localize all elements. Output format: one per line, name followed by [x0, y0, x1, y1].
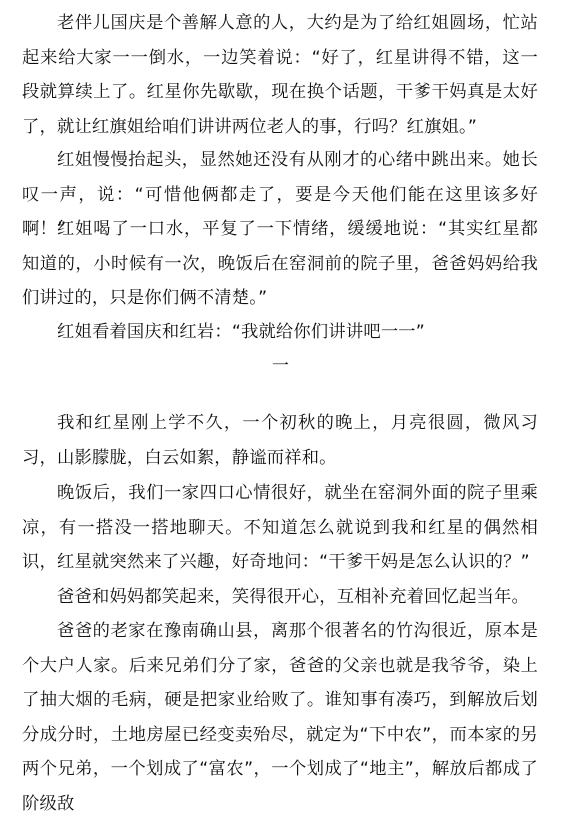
paragraph: 红姐喝了一口水，平复了一下情绪，缓缓地说：“其实红星都知道的，小时候有一次，晚饭后在窑洞前的院子里，爸爸妈妈给我们讲过的，只是你们俩不清楚。”: [22, 219, 538, 308]
section-number: 一: [272, 356, 289, 376]
paragraph: 红姐看着国庆和红岩：“我就给你们讲讲吧一一”: [57, 322, 425, 342]
paragraph: 晚饭后，我们一家四口心情很好，就坐在窑洞外面的院子里乘凉，有一搭没一搭地聊天。不知道怎么就说到我和红星的偶然相识，红星就突然来了兴趣，好奇地问：“干爹干妈是怎么认识的？”: [22, 483, 538, 572]
paragraph: 爸爸和妈妈都笑起来，笑得很开心，互相补充着回忆起当年。: [57, 587, 529, 607]
paragraph: 老伴儿国庆是个善解人意的人，大约是为了给红姐圆场，忙站起来给大家一一倒水，一边笑着说：“好了，红星讲得不错，这一段就算续上了。红星你先歇歇，现在换个话题，干爹干妈真是太好了，就让红旗姐给咱们讲讲两位老人的事，行吗？红旗姐。”: [22, 13, 538, 137]
paragraph: 爸爸的老家在豫南确山县，离那个很著名的竹沟很近，原本是个大户人家。后来兄弟们分了家，爸爸的父亲也就是我爷爷，染上了抽大烟的毛病，硬是把家业给败了。谁知事有凑巧，到解放后划分成分时，土地房屋已经变卖殆尽，就定为“下中农”，而本家的另两个兄弟，一个划成了“富农”，一个划成了“地主”，解放后都成了阶级敌: [22, 621, 538, 814]
paragraph: 红姐慢慢抬起头，显然她还没有从刚才的心绪中跳出来。她长叹一声，说：“可惜他俩都走了，要是今天他们能在这里该多好啊！”: [22, 150, 538, 239]
paragraph: 我和红星刚上学不久，一个初秋的晚上，月亮很圆，微风习习，山影朦胧，白云如絮，静谧而祥和。: [22, 413, 538, 468]
